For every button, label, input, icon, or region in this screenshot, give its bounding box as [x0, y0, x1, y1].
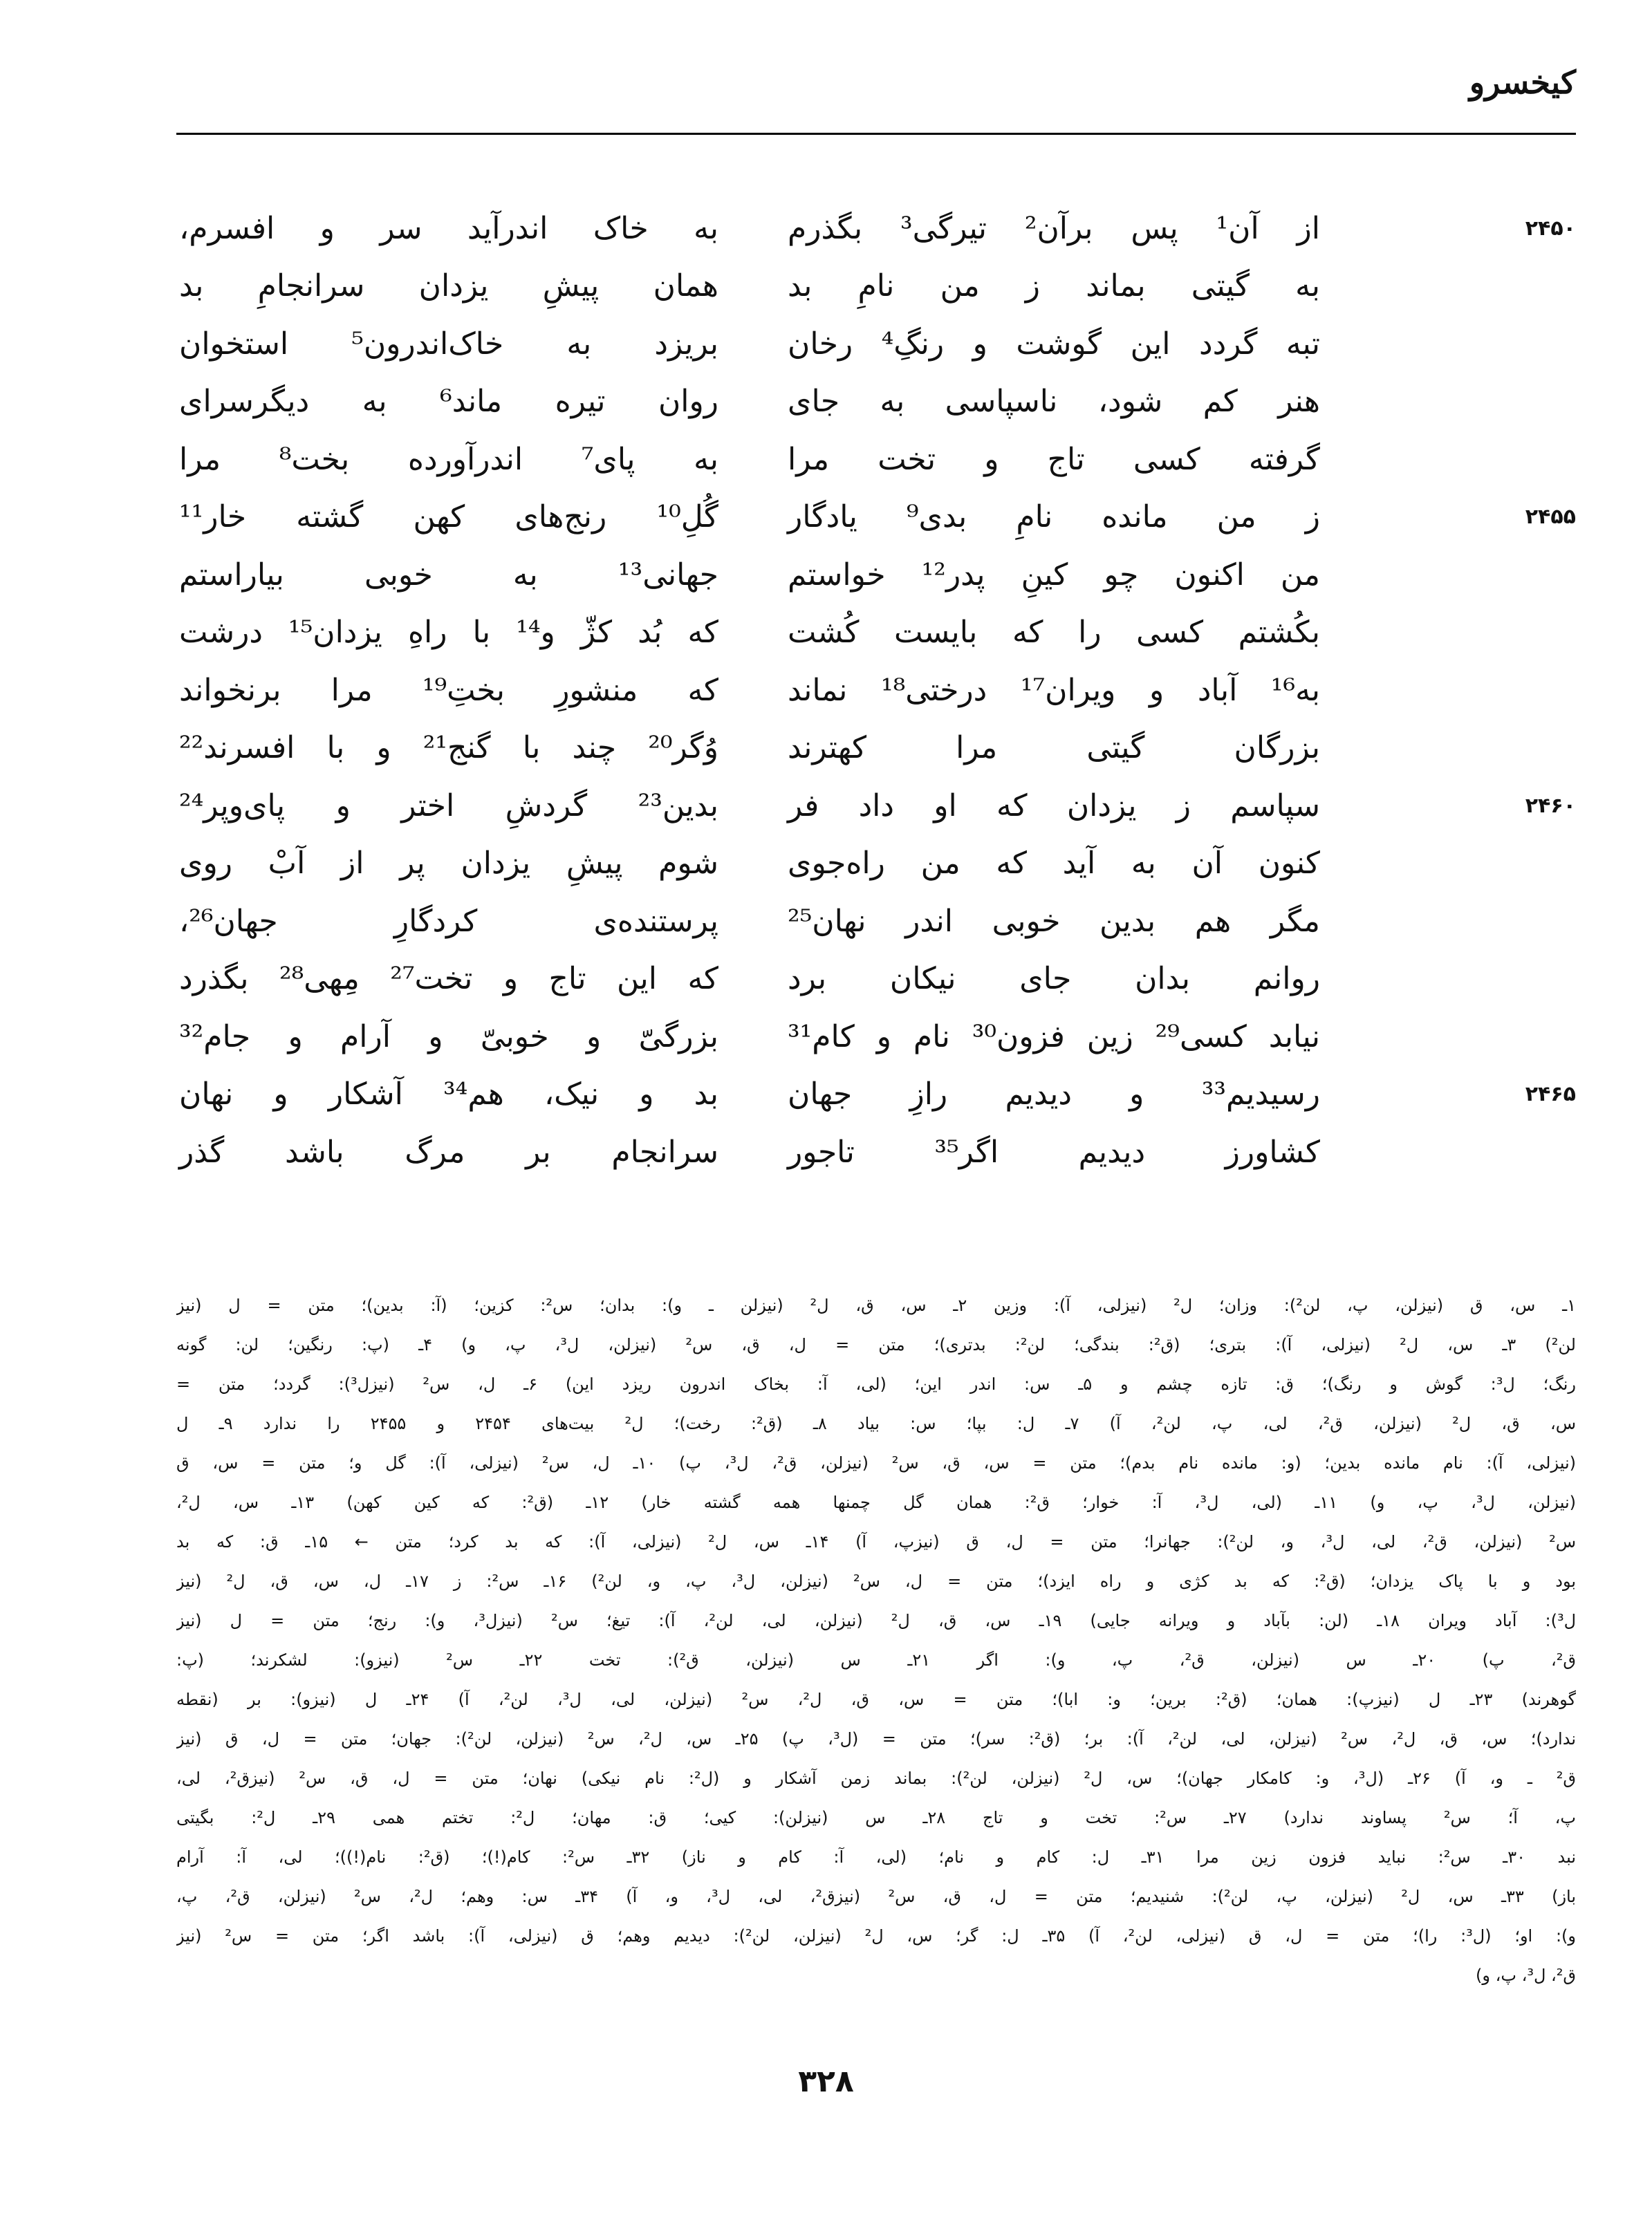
hemistich-first: به¹⁶ آباد و ویران¹⁷ درختی¹⁸ نماند: [788, 672, 1320, 708]
couplet-row: [176, 259, 1576, 314]
hemistich-first: روانم بدان جای نیکان برد: [788, 961, 1320, 996]
couplet-row: [176, 893, 1576, 949]
footnote-line: (نیزلی، آ): نام مانده بدین؛ (و: مانده نام بدم)؛ متن = س، ق، س² (نیزلن، ق²، ل³، پ) ۱۰ـ ل، س² (نیزلی، آ): گل و؛ متن = س، ق: [176, 1453, 1576, 1473]
footnote-line: گوهرند) ۲۳ـ ل (نیزپ): همان؛ (ق²: برین؛ و: ابا)؛ متن = س، ق، ل²، س² (نیزلن، لی، ل³، لن²، آ) ۲۴ـ ل (نیزو): بر (نقطه: [176, 1690, 1576, 1709]
hemistich-first: گرفته کسی تاج و تخت مرا: [788, 441, 1320, 477]
hemistich-second: شوم پیشِ یزدان پر از آبْ روی: [179, 846, 718, 881]
hemistich-first: ز من مانده نامِ بدی⁹ یادگار: [788, 499, 1320, 534]
hemistich-second: وُگر²⁰ چند با گنج²¹ و با افسرند²²: [179, 730, 718, 765]
footnote-line: لن²) ۳ـ س، ل² (نیزلی، آ): بتری؛ (ق²: بندگی؛ لن²: بدتری)؛ متن = ل، ق، س² (نیزلن، ل³، پ، و) ۴ـ (پ: رنگین؛ لن: گونه: [176, 1335, 1576, 1354]
couplet-row: [176, 374, 1576, 429]
hemistich-second: که این تاج و تخت²⁷ مِهی²⁸ بگذرد: [179, 961, 718, 996]
hemistich-first: کنون آن به آید که من راه‌جوی: [788, 846, 1320, 881]
hemistich-second: گُلِ¹⁰ رنج‌های کهن گشته خار¹¹: [179, 499, 718, 534]
hemistich-second: همان پیشِ یزدان سرانجامِ بد: [179, 268, 718, 304]
footnote-line: س، ق، ل² (نیزلن، ق²، لی، پ، لن²، آ) ۷ـ ل: بپا؛ س: بیاد ۸ـ (ق²: رخت)؛ ل² بیت‌های ۲۴۵۴ و ۲۴۵۵ را ندارد ۹ـ ل: [176, 1414, 1576, 1433]
hemistich-second: بد و نیک، هم³⁴ آشکار و نهان: [179, 1077, 719, 1112]
footnote-line: باز) ۳۳ـ س، ل² (نیزلن، پ، لن²): شنیدیم؛ متن = ل، ق، س² (نیزق²، لی، ل³، و، آ) ۳۴ـ س: وهم؛ ل²، س² (نیزلن، ق²، پ،: [176, 1887, 1576, 1906]
couplet-row: [176, 431, 1576, 487]
footnote-line: ل³): آباد ویران ۱۸ـ (لن: بآباد و ویرانه جایی) ۱۹ـ س، ق، ل² (نیزلن، لی، لن²، آ): تیغ؛ س² (نیزل³، و): رنج؛ متن = ل (نیز: [176, 1611, 1576, 1630]
couplet-row: [176, 1009, 1576, 1064]
verse-number: ۲۴۵۰: [1525, 216, 1576, 241]
hemistich-second: جهانی¹³ به خوبی بیاراستم: [179, 557, 718, 593]
couplet-row: [176, 316, 1576, 371]
footnote-line: پ، آ؛ س² پساوند ندارد) ۲۷ـ س²: تخت و تاج ۲۸ـ س (نیزلن): کیی؛ ق: مهان؛ ل²: تختم همی ۲۹ـ ل²: بگیتی: [176, 1808, 1576, 1827]
hemistich-first: کشاورز دیدیم اگر³⁵ تاجور: [788, 1134, 1320, 1170]
hemistich-second: سرانجام بر مرگ باشد گذر: [179, 1134, 718, 1170]
couplet-row: [176, 662, 1576, 718]
footnote-line: ندارد)؛ س، ق، ل²، س² (نیزلن، لی، لن²، آ): بر؛ (ق²: سر)؛ متن = (ل³، پ) ۲۵ـ س، ل²، س² (نیزلن، لن²): جهان؛ متن = ل، ق (نیز: [176, 1729, 1576, 1749]
couplet-row: [176, 778, 1576, 833]
hemistich-second: بزرگیّ و خوبیّ و آرام و جام³²: [179, 1018, 718, 1054]
page-number: ۳۲۸: [798, 2064, 854, 2099]
footnote-line: ۱ـ س، ق (نیزلن، پ، لن²): وزان؛ ل² (نیزلی، آ): وزین ۲ـ س، ق، ل² (نیزلن ـ و): بدان؛ س²: کزین؛ (آ: بدین)؛ متن = ل (نیز: [176, 1296, 1576, 1315]
hemistich-second: که منشورِ بختِ¹⁹ مرا برنخواند: [179, 672, 718, 708]
hemistich-second: بریزد به خاک‌اندرون⁵ استخوان: [179, 326, 718, 362]
couplet-row: [176, 951, 1576, 1007]
header-rule-divider: [176, 133, 1576, 135]
couplet-row: [176, 605, 1576, 660]
footnote-line: ق²، پ) ۲۰ـ س (نیزلن، ق²، پ، و): اگر ۲۱ـ س (نیزلن، ق²): تخت ۲۲ـ س² (نیزو): لشکرند؛ (پ:: [176, 1650, 1576, 1670]
verse-number: ۲۴۶۵: [1525, 1082, 1576, 1106]
couplet-row: [176, 547, 1576, 602]
couplet-row: [176, 1067, 1576, 1122]
couplet-row: [176, 836, 1576, 891]
hemistich-first: بزرگان گیتی مرا کهترند: [788, 730, 1320, 765]
footnotes-block: [176, 1286, 1576, 1995]
hemistich-second: به پای⁷ اندرآورده بخت⁸ مرا: [179, 441, 718, 477]
couplet-row: [176, 720, 1576, 776]
hemistich-second: روان تیره ماند⁶ به دیگرسرای: [179, 384, 718, 419]
hemistich-first: مگر هم بدین خوبی اندر نهان²⁵: [788, 903, 1320, 939]
hemistich-second: پرستنده‌ی کردگارِ جهان²⁶،: [179, 903, 718, 939]
hemistich-first: به گیتی بماند ز من نامِ بد: [788, 268, 1320, 304]
hemistich-first: بکُشتم کسی را که بایست کُشت: [788, 615, 1320, 650]
footnote-line: بود و با پاک یزدان؛ (ق²: که بد کژی و راه ایزد)؛ متن = ل، س² (نیزلن، ل³، پ، و، لن²) ۱۶ـ س²: ز ۱۷ـ ل، س، ق، ل² (نیز: [176, 1572, 1576, 1591]
couplet-row: [176, 490, 1576, 545]
hemistich-second: بدین²³ گردشِ اختر و پای‌وپر²⁴: [179, 788, 718, 823]
hemistich-first: نیابد کسی²⁹ زین فزون³⁰ نام و کام³¹: [788, 1018, 1320, 1054]
couplet-row: [176, 1124, 1576, 1180]
hemistich-second: که بُد کژّ و¹⁴ با راهِ یزدان¹⁵ درشت: [179, 615, 719, 650]
footnote-line: س² (نیزلن، ق²، لی، ل³، و، لن²): جهانرا؛ متن = ل، ق (نیزپ، آ) ۱۴ـ س، ل² (نیزلی، آ): که بد کرد؛ متن ← ۱۵ـ ق: که بد: [176, 1532, 1576, 1552]
hemistich-first: سپاسم ز یزدان که او داد فر: [788, 788, 1320, 823]
poem-body: [176, 201, 1576, 1182]
footnote-line: و): او؛ (ل³: را)؛ متن = ل، ق (نیزلی، لن²، آ) ۳۵ـ ل: گر؛ س، ل² (نیزلن، لن²): دیدیم وهم؛ ق (نیزلی، آ): باشد اگر؛ متن = س² (نیز: [176, 1926, 1576, 1946]
footnote-line: نبد ۳۰ـ س²: نباید فزون زین مرا ۳۱ـ ل: کام و نام؛ (لی، آ: کام و ناز) ۳۲ـ س²: کام(!)؛ (ق²: نام(!))؛ لی، آ: آرام: [176, 1847, 1576, 1867]
footnote-line: (نیزلن، ل³، پ، و) ۱۱ـ (لی، ل³، آ: خوار؛ ق²: همان گل چمنها همه گشته خار) ۱۲ـ (ق²: که کین کهن) ۱۳ـ س، ل²،: [176, 1493, 1576, 1512]
hemistich-first: هنر کم شود، ناسپاسی به جای: [788, 384, 1320, 419]
hemistich-first: از آن¹ پس برآن² تیرگی³ بگذرم: [788, 210, 1320, 246]
footnote-line: رنگ؛ ل³: گوش و رنگ)؛ ق: تازه چشم و ۵ـ س: اندر این؛ (لی، آ: بخاک اندرون ریزد این) ۶ـ ل، س² (نیزل³): گردد؛ متن =: [176, 1375, 1576, 1394]
hemistich-first: من اکنون چو کینِ پدر¹² خواستم: [788, 557, 1320, 593]
footnote-line: ق² ـ و، آ) ۲۶ـ (ل³، و: کامکار جهان)؛ س، ل² (نیزلن، لن²): بماند زمن آشکار و (ل²: نام نیکی) نهان؛ متن = ل، ق، س² (نیزق²، لی،: [176, 1769, 1576, 1788]
footnote-line: ق²، ل³، پ، و): [1476, 1966, 1576, 1985]
hemistich-first: تبه گردد این گوشت و رنگِ⁴ رخان: [788, 326, 1320, 362]
hemistich-second: به خاک اندرآید سر و افسرم،: [179, 210, 718, 246]
verse-number: ۲۴۵۵: [1525, 505, 1576, 529]
hemistich-first: رسیدیم³³ و دیدیم رازِ جهان: [788, 1077, 1320, 1112]
verse-number: ۲۴۶۰: [1525, 793, 1576, 818]
couplet-row: [176, 201, 1576, 256]
running-head-title: کیخسرو: [1469, 64, 1576, 101]
